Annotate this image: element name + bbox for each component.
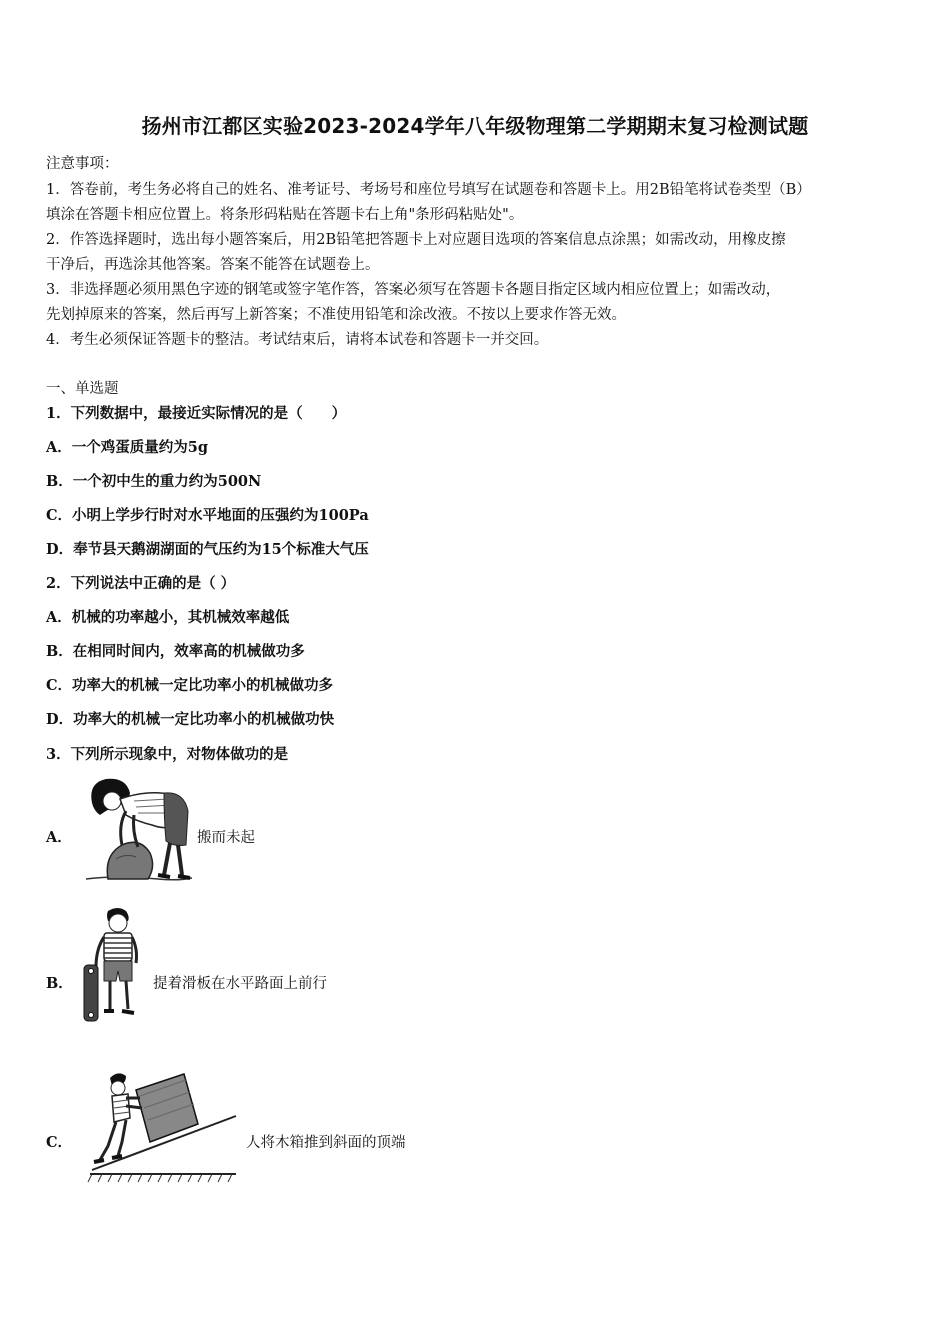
- question-1-option-a: A．一个鸡蛋质量约为5g: [46, 439, 208, 456]
- question-1-option-c: C．小明上学步行时对水平地面的压强约为100Pa: [46, 507, 369, 524]
- page-title: 扬州市江都区实验2023-2024学年八年级物理第二学期期末复习检测试题: [141, 114, 809, 138]
- notice-line: 4．考生必须保证答题卡的整洁。考试结束后，请将本试卷和答题卡一并交回。: [46, 332, 549, 348]
- question-3-stem: 3．下列所示现象中，对物体做功的是: [46, 746, 289, 763]
- question-1-option-d: D．奉节县天鹅湖湖面的气压约为15个标准大气压: [46, 541, 369, 558]
- question-3-option-b-caption: 提着滑板在水平路面上前行: [153, 976, 327, 992]
- question-3-option-a-label: A．: [46, 829, 72, 846]
- question-2-option-a: A．机械的功率越小，其机械效率越低: [46, 609, 290, 626]
- notice-line: 3．非选择题必须用黑色字迹的钢笔或签字笔作答，答案必须写在答题卡各题目指定区域内相应位置上；如需改动，: [46, 282, 781, 298]
- question-2-option-b: B．在相同时间内，效率高的机械做功多: [46, 643, 305, 660]
- boy-carrying-skateboard-illustration: [82, 905, 152, 1027]
- section-heading: 一、单选题: [46, 381, 119, 397]
- question-3-option-c-caption: 人将木箱推到斜面的顶端: [246, 1135, 406, 1151]
- question-3-option-c-label: C．: [46, 1134, 73, 1151]
- question-1-stem: 1．下列数据中，最接近实际情况的是（ ）: [46, 405, 347, 422]
- question-1-option-b: B．一个初中生的重力约为500N: [46, 473, 262, 490]
- question-3-option-b-label: B．: [46, 975, 73, 992]
- question-2-option-c: C．功率大的机械一定比功率小的机械做功多: [46, 677, 334, 694]
- person-lifting-rock-illustration: [78, 775, 196, 885]
- question-2-stem: 2．下列说法中正确的是（ ）: [46, 575, 236, 592]
- question-2-option-d: D．功率大的机械一定比功率小的机械做功快: [46, 711, 335, 728]
- notice-line: 填涂在答题卡相应位置上。将条形码粘贴在答题卡右上角"条形码粘贴处"。: [46, 207, 524, 223]
- notice-line: 干净后，再选涂其他答案。答案不能答在试题卷上。: [46, 257, 380, 273]
- person-pushing-box-up-slope-illustration: [86, 1068, 238, 1184]
- notice-line: 先划掉原来的答案，然后再写上新答案；不准使用铅笔和涂改液。不按以上要求作答无效。: [46, 307, 626, 323]
- notice-line: 2．作答选择题时，选出每小题答案后，用2B铅笔把答题卡上对应题目选项的答案信息点涂黑；如需改动，用橡皮擦: [46, 232, 786, 248]
- notice-heading: 注意事项：: [46, 156, 119, 172]
- notice-line: 1．答卷前，考生务必将自己的姓名、准考证号、考场号和座位号填写在试题卷和答题卡上。用2B铅笔将试卷类型（B）: [46, 182, 811, 198]
- question-3-option-a-caption: 搬而未起: [197, 830, 255, 846]
